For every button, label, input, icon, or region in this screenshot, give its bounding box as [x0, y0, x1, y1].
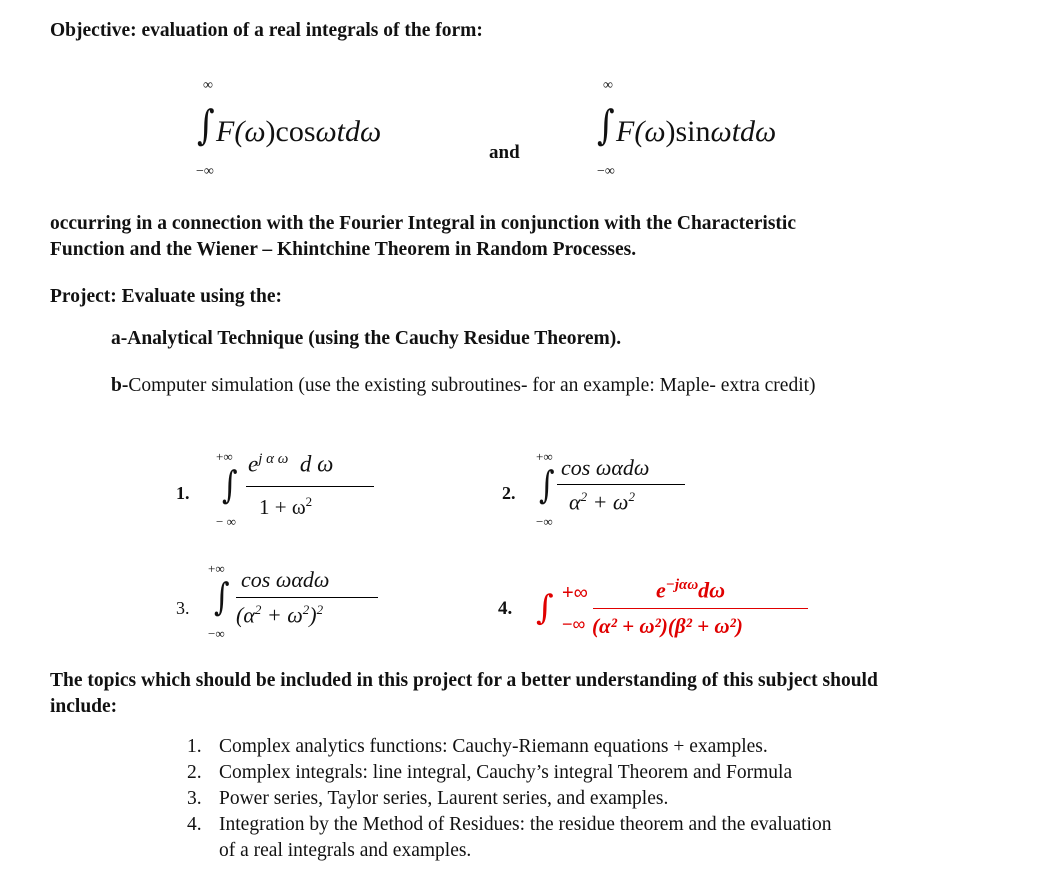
topic-4-text-continued: of a real integrals and examples. — [219, 840, 472, 861]
topic-3-number: 3. — [187, 788, 202, 809]
problem-2-den-a: α — [569, 489, 581, 515]
problem-1-lower-limit: − ∞ — [216, 514, 236, 529]
method-a: a-Analytical Technique (using the Cauchy Residue Theorem). — [111, 328, 622, 349]
sin-integral-body — [616, 115, 776, 149]
sin-integral-lower-limit: −∞ — [597, 164, 615, 179]
problem-4-fraction-bar — [593, 608, 808, 609]
sin-integral-omega: ω — [644, 115, 666, 148]
cos-integral-prefix: F( — [216, 115, 245, 148]
problem-1-numerator — [248, 451, 333, 478]
objective-heading: Objective: evaluation of a real integrals of the form: — [50, 20, 483, 41]
cos-integral-omega: ω — [244, 115, 266, 148]
problem-4-num-exp: −jαω — [665, 577, 699, 593]
project-heading: Project: Evaluate using the: — [50, 286, 282, 307]
problem-4-numerator — [656, 577, 725, 603]
topic-1-text: Complex analytics functions: Cauchy-Riemann equations + examples. — [219, 736, 768, 757]
and-connector: and — [489, 142, 520, 163]
problem-2-den-exp2: 2 — [628, 489, 635, 504]
method-b-label: b- — [111, 375, 129, 396]
topic-4-text: Integration by the Method of Residues: the residue theorem and the evaluation — [219, 814, 832, 835]
problem-2-den-mid: + ω — [587, 489, 629, 515]
problem-2-den-exp1: 2 — [580, 489, 588, 504]
context-line-2: Function and the Wiener – Khintchine Theorem in Random Processes. — [50, 239, 637, 260]
problem-4-denominator: (α² + ω²)(β² + ω²) — [592, 614, 743, 638]
cos-integral-body — [216, 115, 381, 149]
problem-1-denominator — [259, 494, 312, 520]
sin-integral-sign: ∫ — [597, 102, 615, 150]
problem-3-upper-limit: +∞ — [208, 561, 225, 576]
problem-2-lower-limit: −∞ — [536, 514, 553, 529]
method-b-text: Computer simulation (use the existing subroutines- for an example: Maple- extra credit) — [128, 375, 816, 396]
cos-integral-mid: )cos — [265, 115, 316, 148]
problem-2-number: 2. — [502, 483, 516, 503]
topic-3-text: Power series, Taylor series, Laurent series, and examples. — [219, 788, 669, 809]
sin-integral-mid: )sin — [665, 115, 711, 148]
method-b — [111, 375, 816, 397]
context-line-1: occurring in a connection with the Fourier Integral in conjunction with the Characteristic — [50, 213, 796, 234]
topic-4-number: 4. — [187, 814, 202, 835]
problem-3-lower-limit: −∞ — [208, 626, 225, 641]
problem-1-num-base: e — [248, 451, 259, 477]
problem-1-num-exp: j α ω — [258, 451, 289, 467]
topic-1-number: 1. — [187, 736, 202, 757]
problem-1-upper-limit: +∞ — [216, 449, 233, 464]
problem-4-num-base: e — [656, 577, 666, 603]
problem-1-fraction-bar — [246, 486, 374, 487]
problem-3-number: 3. — [176, 598, 190, 618]
problem-2-denominator — [569, 489, 635, 515]
problem-1-den-a: 1 + ω — [259, 495, 306, 519]
sin-integral-upper-limit: ∞ — [603, 78, 613, 93]
problem-2-numerator: cos ωαdω — [561, 455, 650, 480]
problem-2-upper-limit: +∞ — [536, 449, 553, 464]
cos-integral-upper-limit: ∞ — [203, 78, 213, 93]
problem-3-fraction-bar — [236, 597, 378, 598]
topics-intro-line-1: The topics which should be included in this project for a better understanding of this subject should — [50, 670, 878, 691]
problem-4-number: 4. — [498, 598, 513, 619]
problem-3-denominator — [236, 602, 323, 628]
sin-integral-tail: ωtdω — [710, 115, 777, 148]
problem-4-num-tail: dω — [698, 577, 726, 603]
sin-integral-prefix: F( — [616, 115, 645, 148]
problem-3-den-a: (α — [236, 602, 255, 628]
topic-2-number: 2. — [187, 762, 202, 783]
cos-integral-sign: ∫ — [197, 102, 215, 150]
topics-intro-line-2: include: — [50, 696, 118, 717]
problem-1-integral-sign: ∫ — [222, 463, 238, 508]
topic-2-text: Complex integrals: line integral, Cauchy’s integral Theorem and Formula — [219, 762, 793, 783]
problem-4-upper-limit: +∞ — [562, 582, 588, 604]
problem-2-fraction-bar — [557, 484, 685, 485]
cos-integral-tail: ωtdω — [315, 115, 382, 148]
problem-4-integral-sign: ∫ — [536, 588, 554, 628]
problem-1-number: 1. — [176, 483, 190, 503]
problem-3-den-exp2: 2 — [302, 602, 310, 617]
problem-1-den-exp: 2 — [305, 494, 313, 509]
problem-3-den-close: ) — [309, 602, 317, 628]
problem-4-lower-limit: −∞ — [562, 614, 586, 634]
problem-2-integral-sign: ∫ — [539, 463, 555, 508]
problem-3-den-mid: + ω — [261, 602, 303, 628]
problem-1-num-tail: d ω — [299, 451, 334, 477]
problem-3-den-exp3: 2 — [316, 602, 324, 617]
problem-3-integral-sign: ∫ — [214, 575, 230, 620]
problem-3-numerator: cos ωαdω — [241, 567, 330, 592]
problem-3-den-exp1: 2 — [254, 602, 262, 617]
cos-integral-lower-limit: −∞ — [196, 164, 214, 179]
